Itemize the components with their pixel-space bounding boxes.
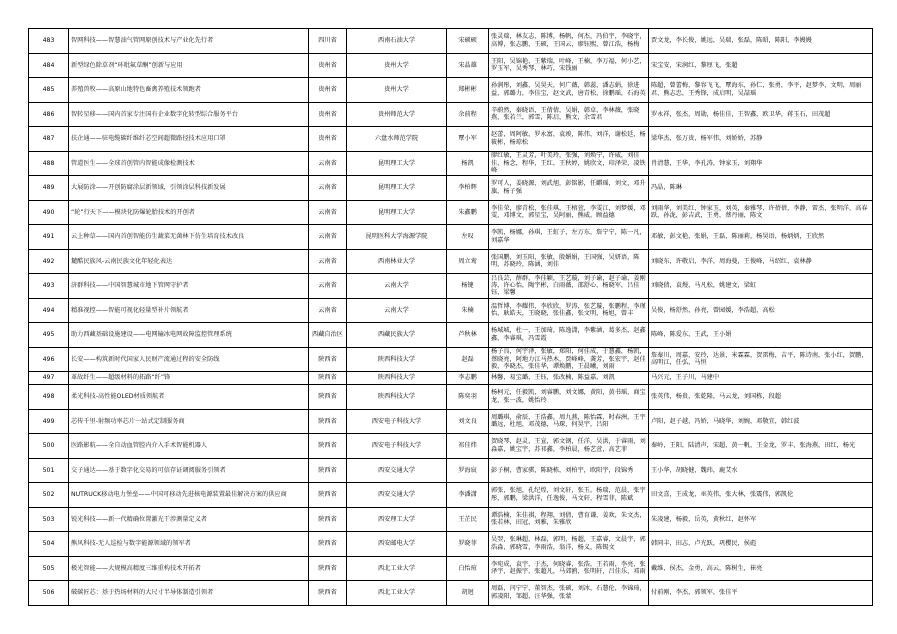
table-row xyxy=(29,225,873,250)
table-row xyxy=(29,556,873,581)
school-name: 西安邮电大学 xyxy=(347,532,447,557)
table-row xyxy=(29,507,873,532)
school-name: 西安电子科技大学 xyxy=(347,409,447,434)
team-leader: 宋硕硕 xyxy=(447,29,489,54)
team-members: 罗可人，姜晓源，刘武旭，彭铭影，任麒瑶，刘文，邓升旗，杨子强 xyxy=(489,176,649,201)
mentors: 吴俊，杨舒然，孙亮，曾园媛，李浩超，高松 xyxy=(649,298,873,323)
province: 西藏自治区 xyxy=(309,323,347,348)
mentors: 刘晓东，许敬启，李洋，周海曼，王俊峰，马绍红，袁林静 xyxy=(649,249,873,274)
row-number: 491 xyxy=(29,225,69,250)
team-leader: 李柏辉 xyxy=(447,176,489,201)
province: 云南省 xyxy=(309,274,347,299)
row-number: 504 xyxy=(29,532,69,557)
table-row xyxy=(29,274,873,299)
table-row xyxy=(29,323,873,348)
team-members: 王阳，吴锦艳，王紫瑞，叶峰，王楠，李万福，何小艺，罗玉军，吴秀琴，林巧，宋钱丽 xyxy=(489,53,649,78)
team-members: 周磊，闫宁宁，董智杰，张硕，刘冰，石慧伦，李锦琦，郭凌阳，邹超，汪华强，张蒙 xyxy=(489,581,649,606)
row-number: 505 xyxy=(29,556,69,581)
row-number: 490 xyxy=(29,200,69,225)
school-name: 陕西科技大学 xyxy=(347,372,447,385)
row-number: 494 xyxy=(29,298,69,323)
team-members: 吕良芸，薛群，李佳颖，王艺璇，刘子谕，赵子谕，姜刚涛，许心怡，陶宇彬，白雨薇，邵舒心，杨晓军，吕佳钰，梁馨 xyxy=(489,274,649,299)
mentors: 卢阳，赵子越，冯娇，马晓华，刘婉，邓敬宜，韩红波 xyxy=(649,409,873,434)
row-number: 492 xyxy=(29,249,69,274)
team-leader: 余前程 xyxy=(447,102,489,127)
row-number: 483 xyxy=(29,29,69,54)
team-members: 廖红敏，王灵芳，叶美玲，张强，刘焕宁，许威，刘佳佳，杨念，程华，王红，王秋婷，姚欣文，印泽荣，凌铁峰 xyxy=(489,151,649,176)
school-name: 贵州大学 xyxy=(347,78,447,103)
team-leader: 杨键 xyxy=(447,274,489,299)
team-leader: 罗晓菲 xyxy=(447,532,489,557)
province: 陕西省 xyxy=(309,532,347,557)
row-number: 497 xyxy=(29,372,69,385)
school-name: 陕西科技大学 xyxy=(347,347,447,372)
province: 四川省 xyxy=(309,29,347,54)
project-name: 新型绿色除草剂“环吡氟草酮”创新与应用 xyxy=(69,53,309,78)
project-name: 智转星移——国内首家专注国有企业数字化转型综合服务平台 xyxy=(69,102,309,127)
team-members: 杨柯元，任毅凯，刘睿鹏，刘文娜，黄阳，黄书瑶，商宝龙，张一波，姚怡玲 xyxy=(489,385,649,410)
project-name: 云上种草——国内首创智能仿生蔬菜无菌林下仿生培育技术改良 xyxy=(69,225,309,250)
team-leader: 朱楠 xyxy=(447,298,489,323)
school-name: 昆明理工大学 xyxy=(347,176,447,201)
province: 贵州省 xyxy=(309,78,347,103)
province: 贵州省 xyxy=(309,127,347,152)
mentors: 刘雨华，刘美红，钟家玉，刘英，秦雅琴，许蓓蓓，李静，雷杰，张明洋，高春跃，孙泷，彭吉武，王勇，蔡丹丽，陈文 xyxy=(649,200,873,225)
row-number: 506 xyxy=(29,581,69,606)
project-name: 革故纤生——超级材料的拓路“纤”锋 xyxy=(69,372,309,385)
mentors: 戴维，侯杰，金勇，高云，陈树生，崔亮 xyxy=(649,556,873,581)
mentors: 马兴元，王子川，马建中 xyxy=(649,372,873,385)
team-members: 辛蔚然，秦晓语，王倩倩，吴娟，韩卓，李林薇，张晓燕，张若兰，郭雪，陈启，熊文，余雪君 xyxy=(489,102,649,127)
project-name: 麓酷民族风-云南民族文化年轻化表达 xyxy=(69,249,309,274)
project-name: 精准视控——智能可视化轻量型补片领航者 xyxy=(69,298,309,323)
project-name: 极光智能——大规模高精度三维重构技术开拓者 xyxy=(69,556,309,581)
table-row xyxy=(29,249,873,274)
school-name: 西安交通大学 xyxy=(347,458,447,483)
table-row xyxy=(29,581,873,606)
table-row xyxy=(29,176,873,201)
province: 陕西省 xyxy=(309,434,347,459)
mentors: 刘晓倩，袁熳，马凡松，姚建文，梁虹 xyxy=(649,274,873,299)
province: 陕西省 xyxy=(309,483,347,508)
row-number: 489 xyxy=(29,176,69,201)
project-name: NUTRUCK移动电力堡垒——中国可移动先进核电源装置最佳解决方案的供应商 xyxy=(69,483,309,508)
team-leader: 杨凯 xyxy=(447,151,489,176)
team-leader: 白怡瑄 xyxy=(447,556,489,581)
team-members: 贺晓琴，赵灵，王宣，郭文钢，任洋，吴洪，于睿雨，刘淼嘉，姚宝宇，苏祁鑫，李柏晨，杨艺萱，高艺菲 xyxy=(489,434,649,459)
team-leader: 胡迥 xyxy=(447,581,489,606)
mentors: 朱凌建，杨毅，岳英，黄秋红，赵怀军 xyxy=(649,507,873,532)
project-name: 交子通达——基于数字化交易的可信存证调阅服务引领者 xyxy=(69,458,309,483)
mentors: 罗永祥，张杰，周勋，杨佳佳，王智鑫，欧卫华，蒋玉石，田茂超 xyxy=(649,102,873,127)
team-members: 谭浩楠，朱佳祺，程翔，刘倩，曹育谦，姜欢，朱文杰，张若林，田冠，刘雅，朱雅欣 xyxy=(489,507,649,532)
school-name: 西安电子科技大学 xyxy=(347,434,447,459)
province: 贵州省 xyxy=(309,102,347,127)
row-number: 484 xyxy=(29,53,69,78)
row-number: 486 xyxy=(29,102,69,127)
row-number: 503 xyxy=(29,507,69,532)
province: 云南省 xyxy=(309,298,347,323)
table-row xyxy=(29,127,873,152)
row-number: 485 xyxy=(29,78,69,103)
mentors: 王小华，胡晓健，魏玮，鹿艾水 xyxy=(649,458,873,483)
school-name: 云南大学 xyxy=(347,274,447,299)
province: 云南省 xyxy=(309,176,347,201)
province: 云南省 xyxy=(309,151,347,176)
school-name: 西北工业大学 xyxy=(347,556,447,581)
school-name: 西南石油大学 xyxy=(347,29,447,54)
team-members: 杨城城，杜一，王加琦，陈逸潇，李紫涵，葛多杰，赵鑫鑫，李睿琪，冯雪霞 xyxy=(489,323,649,348)
school-name: 西藏民族大学 xyxy=(347,323,447,348)
project-name: 熊风科技-无人巡检与数字能源领域的领军者 xyxy=(69,532,309,557)
province: 云南省 xyxy=(309,249,347,274)
mentors: 梁华杰，张万贵，杨军伟，刘娇娇，苏静 xyxy=(649,127,873,152)
school-name: 西安理工大学 xyxy=(347,507,447,532)
school-name: 昆明理工大学 xyxy=(347,200,447,225)
province: 陕西省 xyxy=(309,409,347,434)
project-name: 助力西藏基础设施建设——电网输冰电网故障监控管理系统 xyxy=(69,323,309,348)
team-leader: 覃小军 xyxy=(447,127,489,152)
project-name: 破碳匠芯：基于热场材料的大尺寸半导体制造引领者 xyxy=(69,581,309,606)
province: 陕西省 xyxy=(309,581,347,606)
roster-table xyxy=(28,28,873,606)
team-members: 郭张，张旭，孔纪煌，刘文轩，张玉，杨瑞，范晨，张宇彤，郭鹏，梁洪洋，任逸俊，马文轩，程雪菲，陈斌 xyxy=(489,483,649,508)
row-number: 498 xyxy=(29,385,69,410)
team-leader: 周立鸾 xyxy=(447,249,489,274)
mentors: 张英伟，杨贵，张乾隆，马云龙，刘国栋，段超 xyxy=(649,385,873,410)
project-name: 智网科技——智慧油气管网原创技术与产业化先行者 xyxy=(69,29,309,54)
row-number: 500 xyxy=(29,434,69,459)
table-row xyxy=(29,458,873,483)
table-row xyxy=(29,532,873,557)
team-members: 杨子良，何宇泽，张敏，郑阳，何佳成，于慧鑫，杨凯，蔡晓亮，阿地力江马热木，贾峰峰，龚芳，张宏宇，赵佳毅，李晓杰，张佳华，谭焕鹏，王晨曦，刘雨 xyxy=(489,347,649,372)
mentors: 贾文龙，李长俊，姚远，吴瑞，张磊，陈昭，陈阳，李嫚嫚 xyxy=(649,29,873,54)
school-name: 昆明理工大学 xyxy=(347,151,447,176)
mentors: 韩同丰，田志，卢光跃，巩樱民，侯彪 xyxy=(649,532,873,557)
province: 陕西省 xyxy=(309,347,347,372)
province: 陕西省 xyxy=(309,556,347,581)
team-members: 彭子桐，曹家骐，陈晓栋，刘柏宇，欧阳宇，段锦秀 xyxy=(489,458,649,483)
roster-body xyxy=(29,29,873,606)
mentors: 田文喜，王成龙，巫英伟，张大林，张震伟，郭凯伦 xyxy=(649,483,873,508)
province: 陕西省 xyxy=(309,458,347,483)
province: 贵州省 xyxy=(309,53,347,78)
team-members: 林馨，易宝璐，王钰，张改楠，陈益嘉，刘凯 xyxy=(489,372,649,385)
project-name: 锐光科技——新一代精确位置激光干涉测量定义者 xyxy=(69,507,309,532)
mentors: 肖清慧，王华，李孔涛，钟家玉，刘翔华 xyxy=(649,151,873,176)
team-leader: 李志鹏 xyxy=(447,372,489,385)
team-members: 赵蕾，周阿敏，罗永富，袁竣，陈伟，刘洋，谢松廷，杨筱彬，杨琼松 xyxy=(489,127,649,152)
team-leader: 宋晶雄 xyxy=(447,53,489,78)
mentors: 冯晶，陈琳 xyxy=(649,176,873,201)
row-number: 496 xyxy=(29,347,69,372)
mentors: 陈峰，陈爱东，王武，王小娟 xyxy=(649,323,873,348)
school-name: 贵州师范大学 xyxy=(347,102,447,127)
team-leader: 李潘潇 xyxy=(447,483,489,508)
mentors: 付前刚，李杰，郭领军，张佳平 xyxy=(649,581,873,606)
school-name: 西北工业大学 xyxy=(347,581,447,606)
team-members: 吴翌，张琳超，林磊，郭明，杨超，王嘉睿，文晨宇，郭浩淼，郭晓雪，李雨浩，翁洋，杨义，陈锡文 xyxy=(489,532,649,557)
project-name: 医路影航——全自动血管腔内介入手术智能机器人 xyxy=(69,434,309,459)
mentors: 宋宝安，宋润红，黎厘飞，张超 xyxy=(649,53,873,78)
table-row xyxy=(29,53,873,78)
team-members: 张国鹏，刘玉阳，张敏，殷媚娟，王国强，吴妍语，陈明，苏晓玲，陈涵，刘佳 xyxy=(489,249,649,274)
table-row xyxy=(29,29,873,54)
school-name: 西南林业大学 xyxy=(347,249,447,274)
team-leader: 陈奕羽 xyxy=(447,385,489,410)
table-row xyxy=(29,434,873,459)
row-number: 499 xyxy=(29,409,69,434)
team-members: 李宛成，袁宇，于杰，何晓睿，张浩，王若雨，李亮，张泽宇，赵振宇，张超凡，马郊鸥，张明轩，吕佳乐，邓雨 xyxy=(489,556,649,581)
school-name: 昆明医科大学海源学院 xyxy=(347,225,447,250)
province: 陕西省 xyxy=(309,385,347,410)
project-name: “轮”行天下——模块化防爆轮胎技术的开创者 xyxy=(69,200,309,225)
table-row xyxy=(29,200,873,225)
table-row xyxy=(29,102,873,127)
province: 云南省 xyxy=(309,200,347,225)
project-name: 济群科技——中国智慧城市地下管网守护者 xyxy=(69,274,309,299)
row-number: 501 xyxy=(29,458,69,483)
roster-sheet xyxy=(28,28,872,606)
team-leader: 刘文良 xyxy=(447,409,489,434)
project-name: 柔光科技-高性能OLED材质领航者 xyxy=(69,385,309,410)
table-row xyxy=(29,78,873,103)
table-row xyxy=(29,372,873,385)
team-leader: 祁佳炜 xyxy=(447,434,489,459)
mentors: 秦岭，王阳，陆清声，宋超，黄一帆，王金龙，罗丰，张海燕，田红，杨光 xyxy=(649,434,873,459)
team-members: 周璐琪，俞辰，王浩鑫，周九燕，陈怡霖，时春洲，王宇璐远，杜旭，邓茂德，马琛，何昊宇，吕阳 xyxy=(489,409,649,434)
table-row xyxy=(29,347,873,372)
table-row xyxy=(29,151,873,176)
mentors: 邓敏，彭文艳，张娟，王磊，陈丽莉，杨昊语，杨炳炳，王欣然 xyxy=(649,225,873,250)
row-number: 495 xyxy=(29,323,69,348)
team-leader: 罗海宸 xyxy=(447,458,489,483)
team-leader: 王芷民 xyxy=(447,507,489,532)
table-row xyxy=(29,385,873,410)
table-row xyxy=(29,483,873,508)
row-number: 493 xyxy=(29,274,69,299)
school-name: 六盘水师范学院 xyxy=(347,127,447,152)
table-row xyxy=(29,409,873,434)
school-name: 云南大学 xyxy=(347,298,447,323)
table-row xyxy=(29,298,873,323)
project-name: 大展防涂——开创防腐涂层新领域，引领涂层科技新发展 xyxy=(69,176,309,201)
project-name: 芯传千里-射频功率芯片一站式定制服务商 xyxy=(69,409,309,434)
project-name: 长安——构筑新时代国家人民财产流通过程的安全防线 xyxy=(69,347,309,372)
team-members: 李凯，杨娜，孙琪，王虹子，左万东，詹宁宁，陈一凡，刘嘉华 xyxy=(489,225,649,250)
row-number: 488 xyxy=(29,151,69,176)
mentors: 陈超，曾蕾梅，黎容飞飞，覃海东，孙仁，张勇，李平，赵梦李，文明，周丽君，熊志忠，王秀锋，成启明，吴喆瑶 xyxy=(649,78,873,103)
school-name: 贵州大学 xyxy=(347,53,447,78)
team-leader: 朱鑫鹏 xyxy=(447,200,489,225)
row-number: 502 xyxy=(29,483,69,508)
team-members: 温哲博，李耀伟，李欣欣，罗涛，张艺璇，张鹏程，李瑾怡，耿皓天，王晓晓，张佳鑫，张文明，杨旭，曾丰 xyxy=(489,298,649,323)
team-leader: 芦秋林 xyxy=(447,323,489,348)
team-leader: 郑彬彬 xyxy=(447,78,489,103)
row-number: 487 xyxy=(29,127,69,152)
mentors: 詹秦川，周嘉，安玲，达景，米霖霖，贺雷梅，吉平，陈诗南，张小红，贺鹏，高明江，任弘，马恒 xyxy=(649,347,873,372)
team-members: 李佳荣，廖青松，张佳琪，王榕萱，李雯江，刘梦媛，邓雯，邓博文，郭星宝，吴阿丽，熊威，顾益德 xyxy=(489,200,649,225)
school-name: 西安交通大学 xyxy=(347,483,447,508)
team-members: 孙润彤，刘鑫，吴昊天，何广薇，韩蕊，潘志娟，徐进益，郭璐力，李佳宝，赵文武，唐青松，徐鹏瑶，石海英 xyxy=(489,78,649,103)
team-leader: 左叹 xyxy=(447,225,489,250)
project-name: 扶企通——驻电缆碳纤维纤芯空间超微路径技术应用口罩 xyxy=(69,127,309,152)
project-name: 管道医生——全球首创管内智能成像检测技术 xyxy=(69,151,309,176)
province: 陕西省 xyxy=(309,372,347,385)
province: 云南省 xyxy=(309,225,347,250)
school-name: 陕西科技大学 xyxy=(347,385,447,410)
province: 陕西省 xyxy=(309,507,347,532)
team-members: 张灵瑞，林友志，陈博，杨帆，何杰，冯伯宇，李晓宇，高博，张志鹏，王硕，王国云，廖钰熙，曾江浩，杨梅 xyxy=(489,29,649,54)
team-leader: 赵磊 xyxy=(447,347,489,372)
project-name: 养殖兽牧——高原山地特色畜禽养殖技术领跑者 xyxy=(69,78,309,103)
